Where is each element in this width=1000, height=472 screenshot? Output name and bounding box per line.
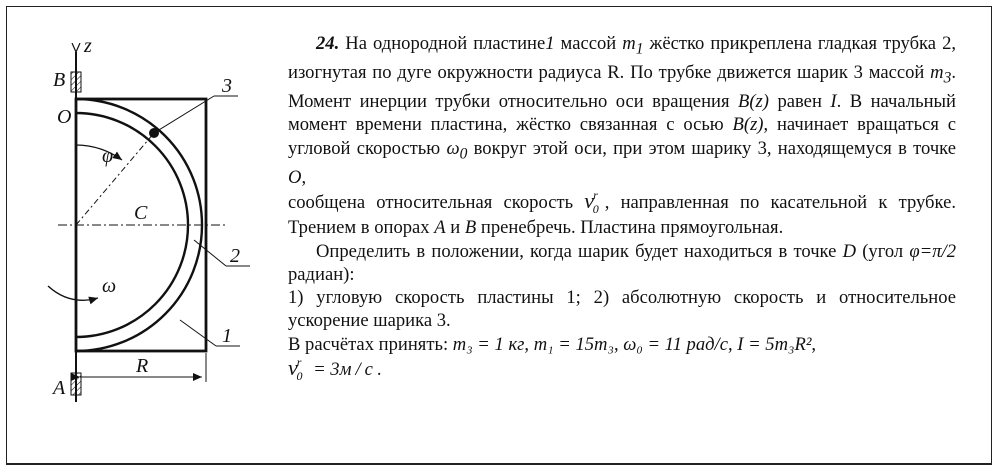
omega-rotation-arrow bbox=[48, 286, 98, 300]
setup-text-b: массой bbox=[554, 33, 623, 54]
task-text-b: (угол bbox=[856, 240, 910, 262]
setup-text-l: и bbox=[445, 217, 465, 239]
axis-bz: B(z) bbox=[738, 91, 769, 113]
paragraph-given-velocity bbox=[288, 356, 956, 383]
radius-r-label: R bbox=[136, 355, 149, 377]
center-c-label: C bbox=[134, 202, 148, 224]
task-text-c: радиан): bbox=[288, 263, 355, 285]
setup-text-e: равен bbox=[768, 91, 831, 113]
setup-text-f: . В начальный момент времени пластина, жёстко связанная с осью bbox=[288, 91, 956, 136]
setup-text-d: . Момент инерции трубки относительно оси вращения bbox=[288, 62, 956, 113]
omega0-sub: 0 bbox=[459, 145, 468, 163]
given-inertia: I = 5m₃R² bbox=[737, 333, 812, 355]
plate-number: 1 bbox=[545, 33, 555, 54]
given-intro: В расчётах принять: bbox=[288, 333, 453, 355]
omega-label: ω bbox=[102, 275, 117, 297]
part-2-label: 2 bbox=[230, 245, 240, 267]
problem-statement bbox=[288, 32, 956, 383]
bearing-b bbox=[71, 72, 81, 92]
given-velocity-symbol: $v^r_0$ bbox=[288, 355, 303, 384]
paragraph-given bbox=[288, 333, 956, 356]
mass-m3-symbol: m bbox=[930, 62, 944, 84]
bottom-rule bbox=[6, 464, 992, 465]
bearing-a bbox=[71, 373, 81, 395]
leader-1 bbox=[180, 320, 216, 346]
setup-text-k: , направленная по касательной к трубке. Трением в опорах bbox=[288, 191, 956, 239]
angle-value: φ=π/2 bbox=[909, 240, 956, 262]
given-sep-1: , bbox=[524, 333, 534, 355]
questions-text: 1) угловую скорость пластины 1; 2) абсолютную скорость и относительное ускорение шарика 3. bbox=[288, 287, 956, 332]
given-velocity-dot: . bbox=[376, 359, 382, 381]
paragraph-questions bbox=[288, 286, 956, 333]
mass-m1-sub: 1 bbox=[635, 40, 644, 58]
setup-text-h: вокруг этой оси, при этом шарику 3, находящемуся в точке bbox=[467, 137, 956, 159]
setup-text-g: , начинает вращаться с угловой скоростью bbox=[288, 114, 956, 159]
task-text-a: Определить в положении, когда шарик будет находиться в точке bbox=[316, 240, 843, 262]
point-o-label: O bbox=[57, 106, 72, 128]
given-m1: m₁ = 15m₃ bbox=[533, 333, 614, 355]
mechanism-figure bbox=[30, 30, 270, 410]
axis-z-label: z bbox=[84, 35, 92, 57]
given-end: , bbox=[811, 333, 817, 355]
support-b-ref: B bbox=[464, 217, 477, 239]
part-1-label: 1 bbox=[222, 325, 232, 347]
given-sep-3: , bbox=[727, 333, 738, 355]
point-a-label: A bbox=[53, 377, 66, 399]
given-omega0: ω₀ = 11 рад/с bbox=[623, 333, 728, 355]
given-velocity-value: = 3 bbox=[308, 359, 340, 381]
mass-m1-symbol: m bbox=[622, 33, 636, 54]
setup-text-c: жёстко прикреплена гладкая трубка 2, изогнутая по дуге окружности радиуса R. По трубке движется шарик 3 массой bbox=[288, 33, 957, 84]
given-velocity-unit: м/с bbox=[339, 359, 377, 381]
given-sep-2: , bbox=[613, 333, 624, 355]
angle-phi-arc bbox=[76, 145, 122, 160]
given-m3: m₃ = 1 кг bbox=[452, 333, 525, 355]
axis-bz-2: B(z) bbox=[732, 114, 764, 136]
inertia-symbol: I bbox=[830, 91, 837, 113]
omega0-symbol: ω bbox=[446, 137, 460, 159]
point-o-ref: O bbox=[288, 166, 302, 188]
problem-number: 24. bbox=[316, 33, 340, 54]
angle-phi-label: φ bbox=[102, 145, 114, 167]
paragraph-setup bbox=[288, 32, 956, 240]
relative-velocity-symbol: $v^r_0$ bbox=[584, 187, 599, 216]
point-b-label: B bbox=[53, 69, 66, 91]
part-3-label: 3 bbox=[222, 75, 232, 97]
setup-text-m: пренебречь. Пластина прямоугольная. bbox=[476, 217, 784, 239]
point-d-ref: D bbox=[842, 240, 857, 262]
support-a-ref: A bbox=[434, 217, 446, 239]
setup-text-a: На однородной пластине bbox=[339, 33, 546, 54]
paragraph-task bbox=[288, 240, 956, 287]
mass-m3-sub: 3 bbox=[943, 69, 952, 87]
setup-text-i: , bbox=[301, 166, 307, 188]
setup-text-j: сообщена относительная скорость bbox=[288, 191, 585, 213]
